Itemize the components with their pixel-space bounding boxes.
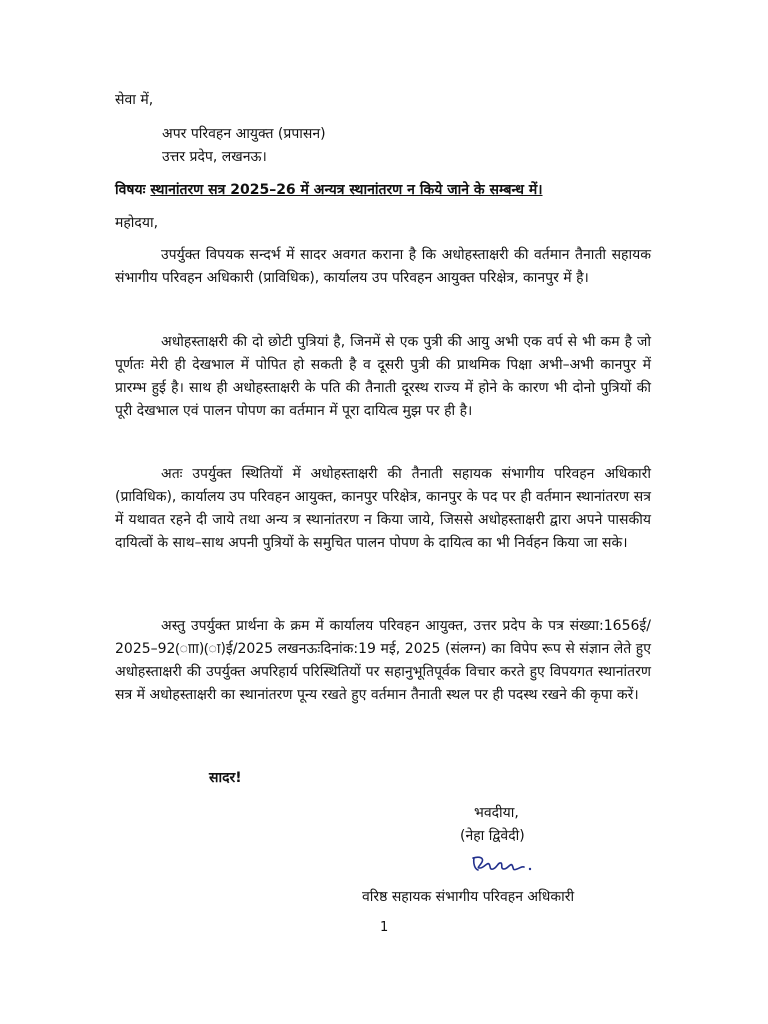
addressee-line-1: अपर परिवहन आयुक्त (प्रपासन) [162,126,326,142]
designation: वरिष्ठ सहायक संभागीय परिवहन अधिकारी [362,889,575,905]
paragraph-3: अतः उपर्युक्त स्थितियों में अधोहस्ताक्षरी की तैनाती सहायक संभागीय परिवहन अधिकारी (प्राविधिक), कार्यालय उप परिवहन आयुक्त, कानपुर परिक्षेत्र, कानपुर के पद पर ही वर्तमान स्थानांतरण सत्र में यथावत रहने दी जाये तथा अन्य त्र स्थानांतरण न किया जाये, जिससे अधोहस्ताक्षरी द्वारा अपने पासकीय दायित्वों के साथ–साथ अपनी पुत्रियों के समुचित पालन पोपण के दायित्व का भी निर्वहन किया जा सके। [115,466,651,551]
subject-line [115,180,543,199]
addressee-line-2: उत्तर प्रदेप, लखनऊ। [162,149,267,165]
sign-off: भवदीया, [474,805,519,821]
handwritten-signature [470,850,540,878]
page-number: 1 [380,920,389,935]
greeting: महोदया, [115,215,159,231]
paragraph-4: अस्तु उपर्युक्त प्रार्थना के क्रम में कार्यालय परिवहन आयुक्त, उत्तर प्रदेप के पत्र संख्या:1656ई/ 2025–92(ााा)(ा)ई/2025 लखनऊःदिनांक:19 मई, 2025 (संलग्न) का विपेप रूप से संज्ञान लेते हुए अधोहस्ताक्षरी की उपर्युक्त अपरिहार्य परिस्थितियों पर सहानुभूतिपूर्वक विचार करते हुए विपयगत स्थानांतरण सत्र में अधोहस्ताक्षरी का स्थानांतरण पून्य रखते हुए वर्तमान तैनाती स्थल पर ही पदस्थ रखने की कृपा करें। [115,618,651,703]
paragraph-2: अधोहस्ताक्षरी की दो छोटी पुत्रियां है, जिनमें से एक पुत्री की आयु अभी एक वर्प से भी कम है जो पूर्णतः मेरी ही देखभाल में पोपित हो सकती है व दूसरी पुत्री की प्राथमिक पिक्षा अभी–अभी कानपुर में प्रारम्भ हुई है। साथ ही अधोहस्ताक्षरी के पति की तैनाती दूरस्थ राज्य में होने के कारण भी दोनो पुत्रियों की पूरी देखभाल एवं पालन पोपण का वर्तमान में पूरा दायित्व मुझ पर ही है। [115,334,651,419]
subject-text: स्थानांतरण सत्र 2025–26 में अन्यत्र स्थानांतरण न किये जाने के सम्बन्ध में। [150,182,543,198]
closing: सादर! [209,770,242,786]
subject-label: विषयः [115,182,146,198]
salutation-to: सेवा में, [115,92,154,108]
signer-name: (नेहा द्विवेदी) [460,828,525,844]
paragraph-1: उपर्युक्त विपयक सन्दर्भ में सादर अवगत कराना है कि अधोहस्ताक्षरी की वर्तमान तैनाती सहायक संभागीय परिवहन अधिकारी (प्राविधिक), कार्यालय उप परिवहन आयुक्त परिक्षेत्र, कानपुर में है। [115,247,651,286]
